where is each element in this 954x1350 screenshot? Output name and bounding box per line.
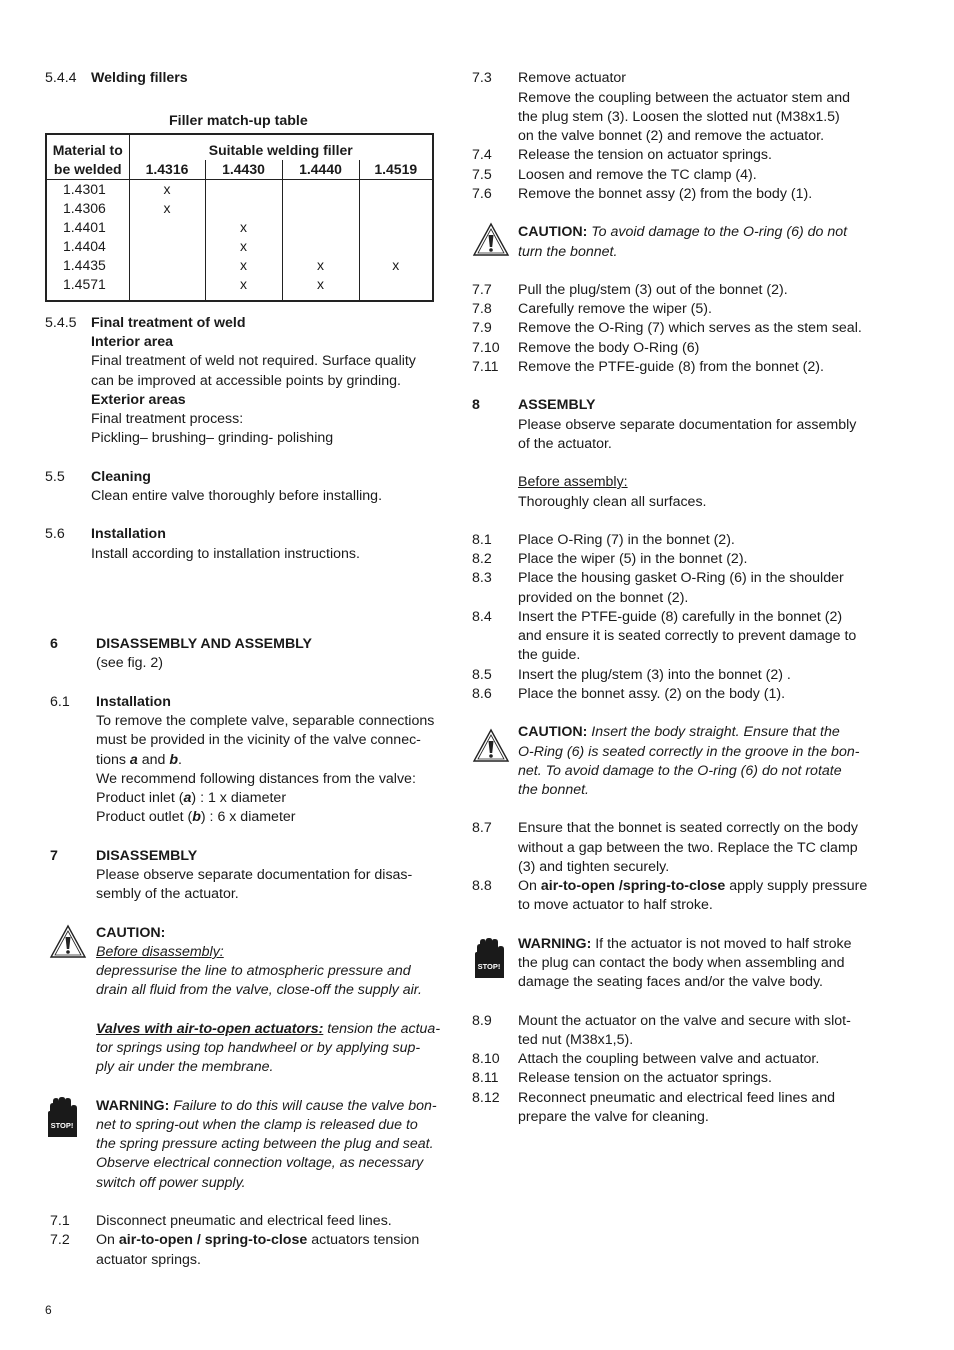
table-row — [46, 256, 433, 275]
section-number: 7 — [50, 848, 58, 864]
text-run: b — [169, 752, 179, 768]
paragraph-line: tor springs using top handwheel or by applying sup- — [96, 1040, 421, 1056]
section-title: ASSEMBLY — [518, 397, 596, 413]
section-number: 8.6 — [472, 686, 492, 702]
section-number: 7.11 — [472, 359, 499, 375]
table-cell: 1.4306 — [63, 200, 106, 216]
section-number: 5.4.4 — [45, 70, 77, 86]
section-number: 7.6 — [472, 186, 492, 202]
paragraph-line: Attach the coupling between valve and actuator. — [518, 1051, 820, 1067]
text-run: ) : 6 x diameter — [200, 809, 296, 825]
table-header-material: Material to — [52, 142, 123, 158]
paragraph-line: on the valve bonnet (2) and remove the actuator. — [518, 128, 825, 144]
paragraph-line: without a gap between the two. Replace the TC clamp — [518, 840, 858, 856]
paragraph-line: Place the wiper (5) in the bonnet (2). — [518, 551, 748, 567]
table-cell: 1.4404 — [63, 238, 106, 254]
paragraph-line: Mount the actuator on the valve and secure with slot- — [518, 1013, 851, 1029]
paragraph-line: Install according to installation instructions. — [91, 546, 360, 562]
paragraph-line — [96, 751, 182, 770]
section-number: 8.5 — [472, 667, 492, 683]
section-number: 8.2 — [472, 551, 492, 567]
text-run: Product outlet ( — [96, 809, 193, 825]
section-number: 8.11 — [472, 1070, 499, 1086]
text-run: . — [178, 752, 182, 768]
section-number: 7.3 — [472, 70, 492, 86]
table-cell — [129, 218, 205, 237]
warning-title: WARNING: — [518, 936, 592, 952]
table-cell — [129, 237, 205, 256]
section-number: 7.10 — [472, 340, 500, 356]
table-cell: 1.4571 — [63, 276, 106, 292]
text-run: tension the actua- — [323, 1021, 441, 1037]
paragraph-line: net. To avoid damage to the O-ring (6) do not rotate — [518, 763, 842, 779]
paragraph-line: sembly of the actuator. — [96, 886, 239, 902]
paragraph-line: Final treatment process: — [91, 411, 244, 427]
section-number: 6.1 — [50, 694, 70, 710]
paragraph-line — [518, 935, 852, 954]
table-cell — [129, 256, 205, 275]
paragraph-line: Clean entire valve thoroughly before installing. — [91, 488, 383, 504]
paragraph-line: prepare the valve for cleaning. — [518, 1109, 709, 1125]
paragraph-line — [518, 223, 847, 242]
section-number: 7.4 — [472, 147, 492, 163]
paragraph-line: Remove the body O-Ring (6) — [518, 340, 700, 356]
section-number: 8.9 — [472, 1013, 492, 1029]
table-row — [46, 199, 433, 218]
table-cell — [282, 199, 359, 218]
table-cell: 1.4435 — [63, 257, 106, 273]
table-row — [46, 180, 433, 200]
section-number: 5.4.5 — [45, 315, 77, 331]
paragraph-line: Place O-Ring (7) in the bonnet (2). — [518, 532, 735, 548]
section-number: 6 — [50, 636, 58, 652]
paragraph-line: Observe electrical connection voltage, as necessary — [96, 1155, 424, 1171]
paragraph-line: Insert the plug/stem (3) into the bonnet (2) . — [518, 667, 791, 683]
table-cell — [359, 275, 433, 301]
table-row — [46, 218, 433, 237]
caution-title: CAUTION: — [96, 925, 166, 941]
paragraph-line: drain all fluid from the valve, close-off the supply air. — [96, 982, 422, 998]
table-cell: x — [282, 256, 359, 275]
table-header-cell: 1.4440 — [282, 160, 359, 180]
caution-title: CAUTION: — [518, 224, 588, 240]
paragraph-line: the bonnet. — [518, 782, 589, 798]
table-cell: x — [205, 218, 282, 237]
paragraph-line: ted nut (M38x1,5). — [518, 1032, 634, 1048]
paragraph-line: Pull the plug/stem (3) out of the bonnet (2). — [518, 282, 788, 298]
caution-triangle-icon — [49, 924, 87, 960]
paragraph-line: damage the seating faces and/or the valve body. — [518, 974, 823, 990]
table-cell — [359, 180, 433, 200]
paragraph-line: O-Ring (6) is seated correctly in the groove in the bon- — [518, 744, 860, 760]
text-run: actuators tension — [307, 1232, 420, 1248]
text-run: Valves with air-to-open actuators: — [96, 1021, 324, 1037]
section-number: 8.4 — [472, 609, 492, 625]
paragraph-line: Before disassembly: — [96, 944, 224, 960]
paragraph-line: Please observe separate documentation for assembly — [518, 417, 857, 433]
table-header-cell: 1.4430 — [205, 160, 282, 180]
paragraph-line: Loosen and remove the TC clamp (4). — [518, 167, 757, 183]
text-run: apply supply pressure — [725, 878, 868, 894]
paragraph-line: switch off power supply. — [96, 1175, 246, 1191]
paragraph-line — [96, 1231, 419, 1250]
section-title: Final treatment of weld — [91, 315, 246, 331]
filler-table — [45, 133, 434, 302]
text-run: On — [96, 1232, 119, 1248]
section-number: 8.7 — [472, 820, 492, 836]
section-number: 7.2 — [50, 1232, 70, 1248]
paragraph-line: of the actuator. — [518, 436, 612, 452]
caution-triangle-icon — [472, 728, 510, 764]
page-number: 6 — [45, 1303, 52, 1317]
table-cell: 1.4301 — [63, 181, 106, 197]
paragraph-line: Place the housing gasket O-Ring (6) in the shoulder — [518, 570, 844, 586]
table-header-cell: 1.4519 — [359, 160, 433, 180]
paragraph-line: Final treatment of weld not required. Surface quality — [91, 353, 416, 369]
section-title: Installation — [91, 526, 166, 542]
section-number: 7.8 — [472, 301, 492, 317]
table-cell: x — [129, 199, 205, 218]
paragraph-line: Remove actuator — [518, 70, 627, 86]
paragraph-line: Please observe separate documentation for disas- — [96, 867, 413, 883]
text-run: a — [129, 752, 138, 768]
table-cell — [359, 237, 433, 256]
paragraph-line: can be improved at accessible points by grinding. — [91, 373, 401, 389]
text-run: and — [137, 752, 170, 768]
paragraph-line: Remove the coupling between the actuator stem and — [518, 90, 851, 106]
table-cell: x — [205, 237, 282, 256]
paragraph-line: provided on the bonnet (2). — [518, 590, 689, 606]
text-run: Failure to do this will cause the valve bon- — [169, 1098, 437, 1114]
paragraph-line: Remove the bonnet assy (2) from the body (1). — [518, 186, 813, 202]
text-run: tions — [96, 752, 130, 768]
table-cell — [129, 275, 205, 301]
text-run: air-to-open / spring-to-close — [118, 1232, 308, 1248]
paragraph-line: must be provided in the vicinity of the valve connec- — [96, 732, 421, 748]
paragraph-line: the spring pressure acting between the plug and seat. — [96, 1136, 434, 1152]
paragraph-line: Remove the O-Ring (7) which serves as the stem seal. — [518, 320, 862, 336]
table-cell: x — [129, 180, 205, 200]
text-run: ) : 1 x diameter — [191, 790, 287, 806]
section-title: Welding fillers — [91, 70, 188, 86]
section-number: 7.9 — [472, 320, 492, 336]
section-title: DISASSEMBLY — [96, 848, 198, 864]
table-header-cell: 1.4316 — [129, 160, 205, 180]
table-cell — [282, 218, 359, 237]
section-number: 8.10 — [472, 1051, 500, 1067]
paragraph-line — [518, 877, 867, 896]
text-run: Product inlet ( — [96, 790, 184, 806]
table-header-material-2: be welded — [46, 160, 129, 180]
table-cell: x — [205, 275, 282, 301]
table-cell: 1.4401 — [63, 219, 106, 235]
paragraph-line — [518, 723, 840, 742]
caution-triangle-icon — [472, 222, 510, 258]
table-cell — [205, 180, 282, 200]
stop-hand-icon — [472, 938, 506, 980]
paragraph-line: To remove the complete valve, separable connections — [96, 713, 435, 729]
text-run: air-to-open /spring-to-close — [540, 878, 726, 894]
section-title: DISASSEMBLY AND ASSEMBLY — [96, 636, 313, 652]
paragraph-line: Before assembly: — [518, 474, 628, 490]
paragraph-line: depressurise the line to atmospheric pressure and — [96, 963, 411, 979]
section-number: 8 — [472, 397, 480, 413]
paragraph-line: We recommend following distances from the valve: — [96, 771, 416, 787]
paragraph-line: turn the bonnet. — [518, 244, 618, 260]
paragraph-line: Thoroughly clean all surfaces. — [518, 494, 707, 510]
paragraph-line: Reconnect pneumatic and electrical feed lines and — [518, 1090, 836, 1106]
paragraph-line: Release the tension on actuator springs. — [518, 147, 772, 163]
text-run: If the actuator is not moved to half stroke — [591, 936, 852, 952]
table-header-group: Suitable welding filler — [129, 134, 433, 160]
table-cell: x — [205, 256, 282, 275]
subheading: Exterior areas — [91, 392, 186, 408]
paragraph-line: (3) and tighten securely. — [518, 859, 670, 875]
paragraph-line — [96, 1097, 437, 1116]
paragraph-line: Ensure that the bonnet is seated correctly on the body — [518, 820, 858, 836]
paragraph-line: the plug can contact the body when assembling and — [518, 955, 845, 971]
paragraph-line: ply air under the membrane. — [96, 1059, 274, 1075]
text-run: Insert the body straight. Ensure that the — [587, 724, 840, 740]
caution-title: CAUTION: — [518, 724, 588, 740]
section-number: 5.6 — [45, 526, 65, 542]
paragraph-line: Release tension on the actuator springs. — [518, 1070, 772, 1086]
table-cell — [205, 199, 282, 218]
paragraph-line: the plug stem (3). Loosen the slotted nut (M38x1.5) — [518, 109, 840, 125]
table-row — [46, 275, 433, 301]
table-title: Filler match-up table — [169, 113, 308, 129]
section-number: 7.7 — [472, 282, 492, 298]
paragraph-line: Remove the PTFE-guide (8) from the bonnet (2). — [518, 359, 824, 375]
table-row — [46, 237, 433, 256]
section-number: 7.1 — [50, 1213, 70, 1229]
stop-label: STOP! — [50, 1121, 74, 1130]
paragraph-line — [96, 789, 286, 808]
paragraph-line: Disconnect pneumatic and electrical feed lines. — [96, 1213, 392, 1229]
section-number: 5.5 — [45, 469, 65, 485]
section-number: 8.12 — [472, 1090, 500, 1106]
section-number: 8.3 — [472, 570, 492, 586]
paragraph-line: Place the bonnet assy. (2) on the body (1). — [518, 686, 786, 702]
paragraph-line: Insert the PTFE-guide (8) carefully in the bonnet (2) — [518, 609, 843, 625]
table-cell — [359, 199, 433, 218]
paragraph-line: Pickling– brushing– grinding- polishing — [91, 430, 334, 446]
paragraph-line — [96, 808, 296, 827]
section-number: 7.5 — [472, 167, 492, 183]
paragraph-line: and ensure it is seated correctly to prevent damage to — [518, 628, 857, 644]
paragraph-line: Carefully remove the wiper (5). — [518, 301, 712, 317]
stop-label: STOP! — [477, 962, 501, 971]
paragraph-line: actuator springs. — [96, 1252, 201, 1268]
table-cell — [282, 180, 359, 200]
text-run: On — [518, 878, 541, 894]
paragraph-line: the guide. — [518, 647, 581, 663]
stop-hand-icon — [45, 1097, 79, 1139]
text-run: b — [192, 809, 201, 825]
warning-title: WARNING: — [96, 1098, 170, 1114]
section-title: Installation — [96, 694, 171, 710]
table-cell: x — [282, 275, 359, 301]
paragraph-line: to move actuator to half stroke. — [518, 897, 713, 913]
table-cell — [359, 218, 433, 237]
text-run: a — [183, 790, 192, 806]
subheading: Interior area — [91, 334, 174, 350]
paragraph-line: net to spring-out when the clamp is released due to — [96, 1117, 418, 1133]
table-cell — [282, 237, 359, 256]
section-title: Cleaning — [91, 469, 151, 485]
text-run: To avoid damage to the O-ring (6) do not — [587, 224, 848, 240]
section-number: 8.1 — [472, 532, 492, 548]
table-cell: x — [359, 256, 433, 275]
paragraph-line — [96, 1020, 440, 1039]
paragraph-line: (see fig. 2) — [96, 655, 164, 671]
section-number: 8.8 — [472, 878, 492, 894]
